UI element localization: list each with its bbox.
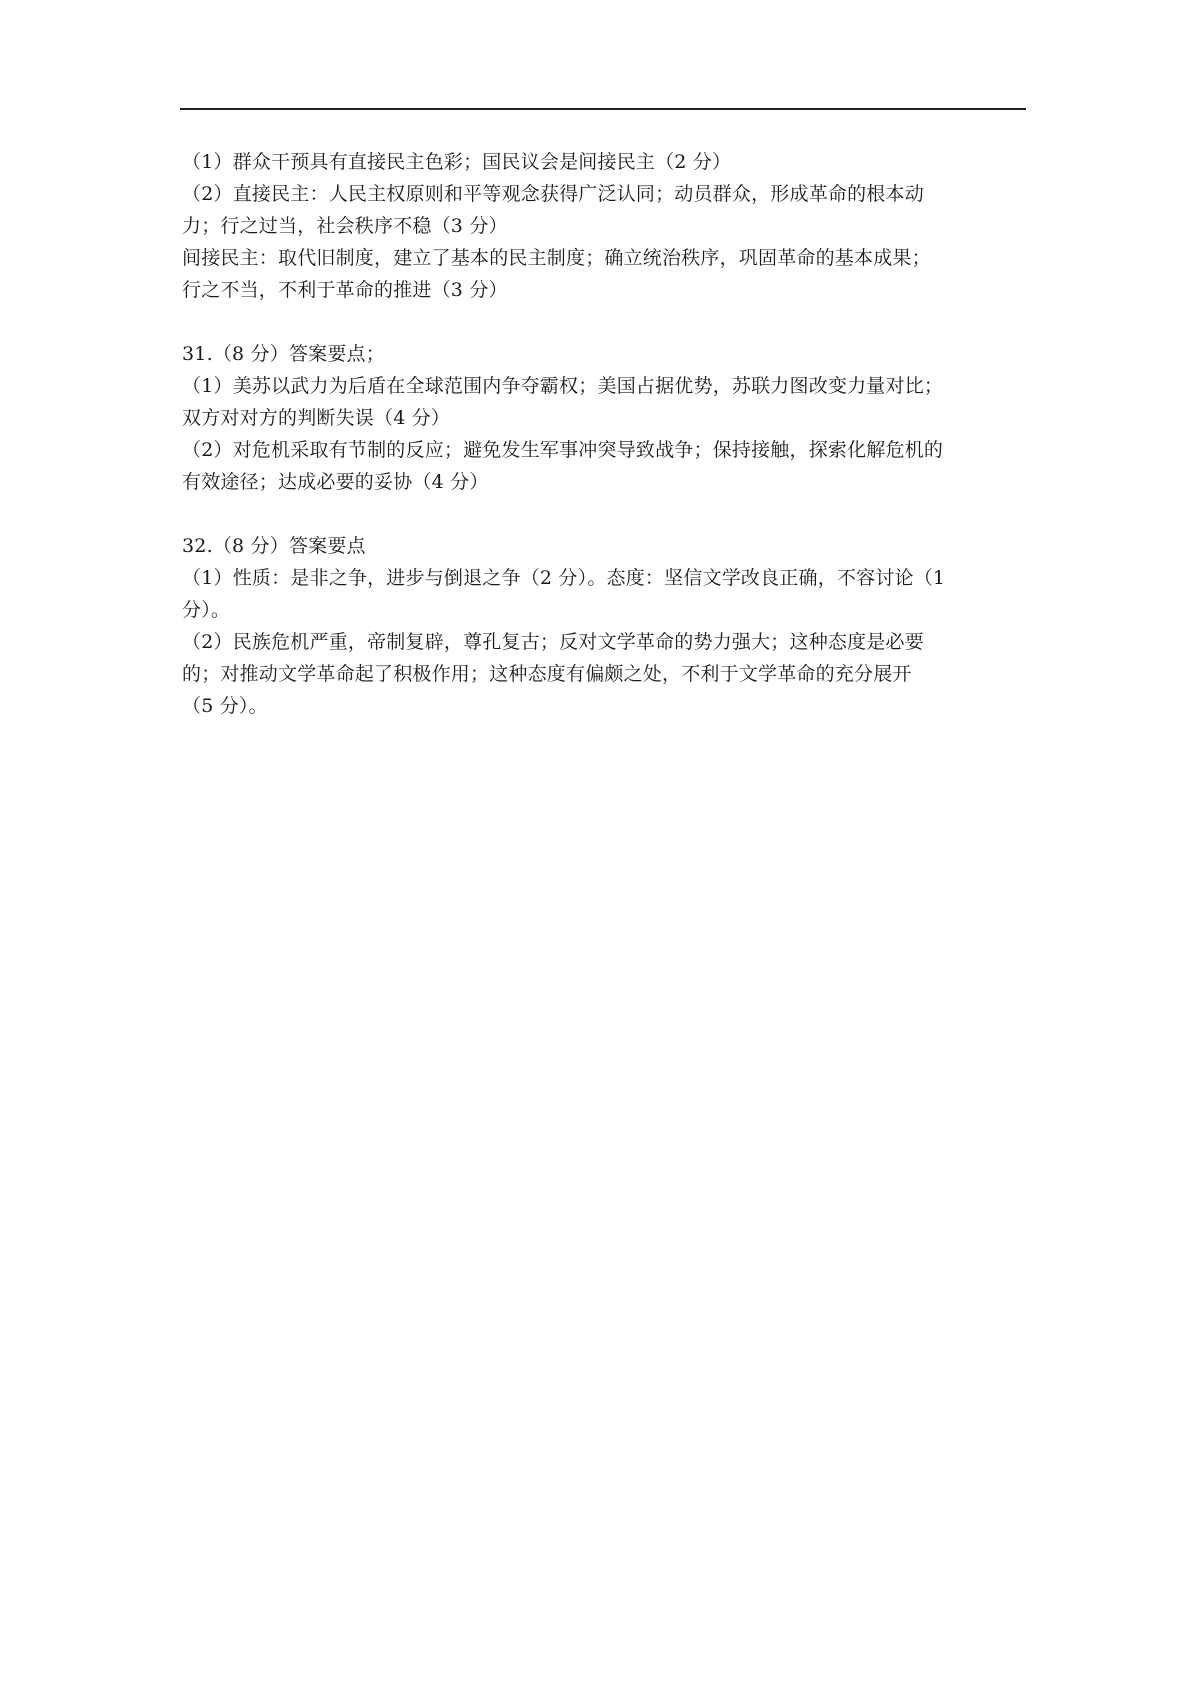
text-line: 双方对对方的判断失误（4 分） [182,407,451,429]
header-rule [180,108,1026,110]
text-line: （2）民族危机严重，帝制复辟，尊孔复古；反对文学革命的势力强大；这种态度是必要 [182,631,924,653]
answer-block-31 [182,338,1024,498]
text-line: 分）。 [182,599,231,621]
text-line: 间接民主：取代旧制度，建立了基本的民主制度；确立统治秩序，巩固革命的基本成果； [182,247,931,269]
text-line: 行之不当，不利于革命的推进（3 分） [182,279,508,301]
answer-content [182,146,1024,722]
text-line: 有效途径；达成必要的妥协（4 分） [182,471,489,493]
paragraph-gap [182,306,1024,338]
text-line: （1）性质：是非之争，进步与倒退之争（2 分）。态度：坚信文学改良正确，不容讨论（1 [182,567,946,589]
answer-block-32 [182,530,1024,722]
text-line: （1）群众干预具有直接民主色彩；国民议会是间接民主（2 分） [182,151,732,173]
text-line: （5 分）。 [182,695,268,717]
text-line: （2）对危机采取有节制的反应；避免发生军事冲突导致战争；保持接触，探索化解危机的 [182,439,944,461]
question-heading: 32.（8 分）答案要点 [182,535,366,557]
text-line: （2）直接民主：人民主权原则和平等观念获得广泛认同；动员群众，形成革命的根本动 [182,183,924,205]
answer-block-30 [182,146,1024,306]
paragraph-gap [182,498,1024,530]
text-line: （1）美苏以武力为后盾在全球范围内争夺霸权；美国占据优势，苏联力图改变力量对比； [182,375,944,397]
text-line: 力；行之过当，社会秩序不稳（3 分） [182,215,508,237]
text-line: 的；对推动文学革命起了积极作用；这种态度有偏颇之处，不利于文学革命的充分展开 [182,663,912,685]
question-heading: 31.（8 分）答案要点； [182,343,385,365]
